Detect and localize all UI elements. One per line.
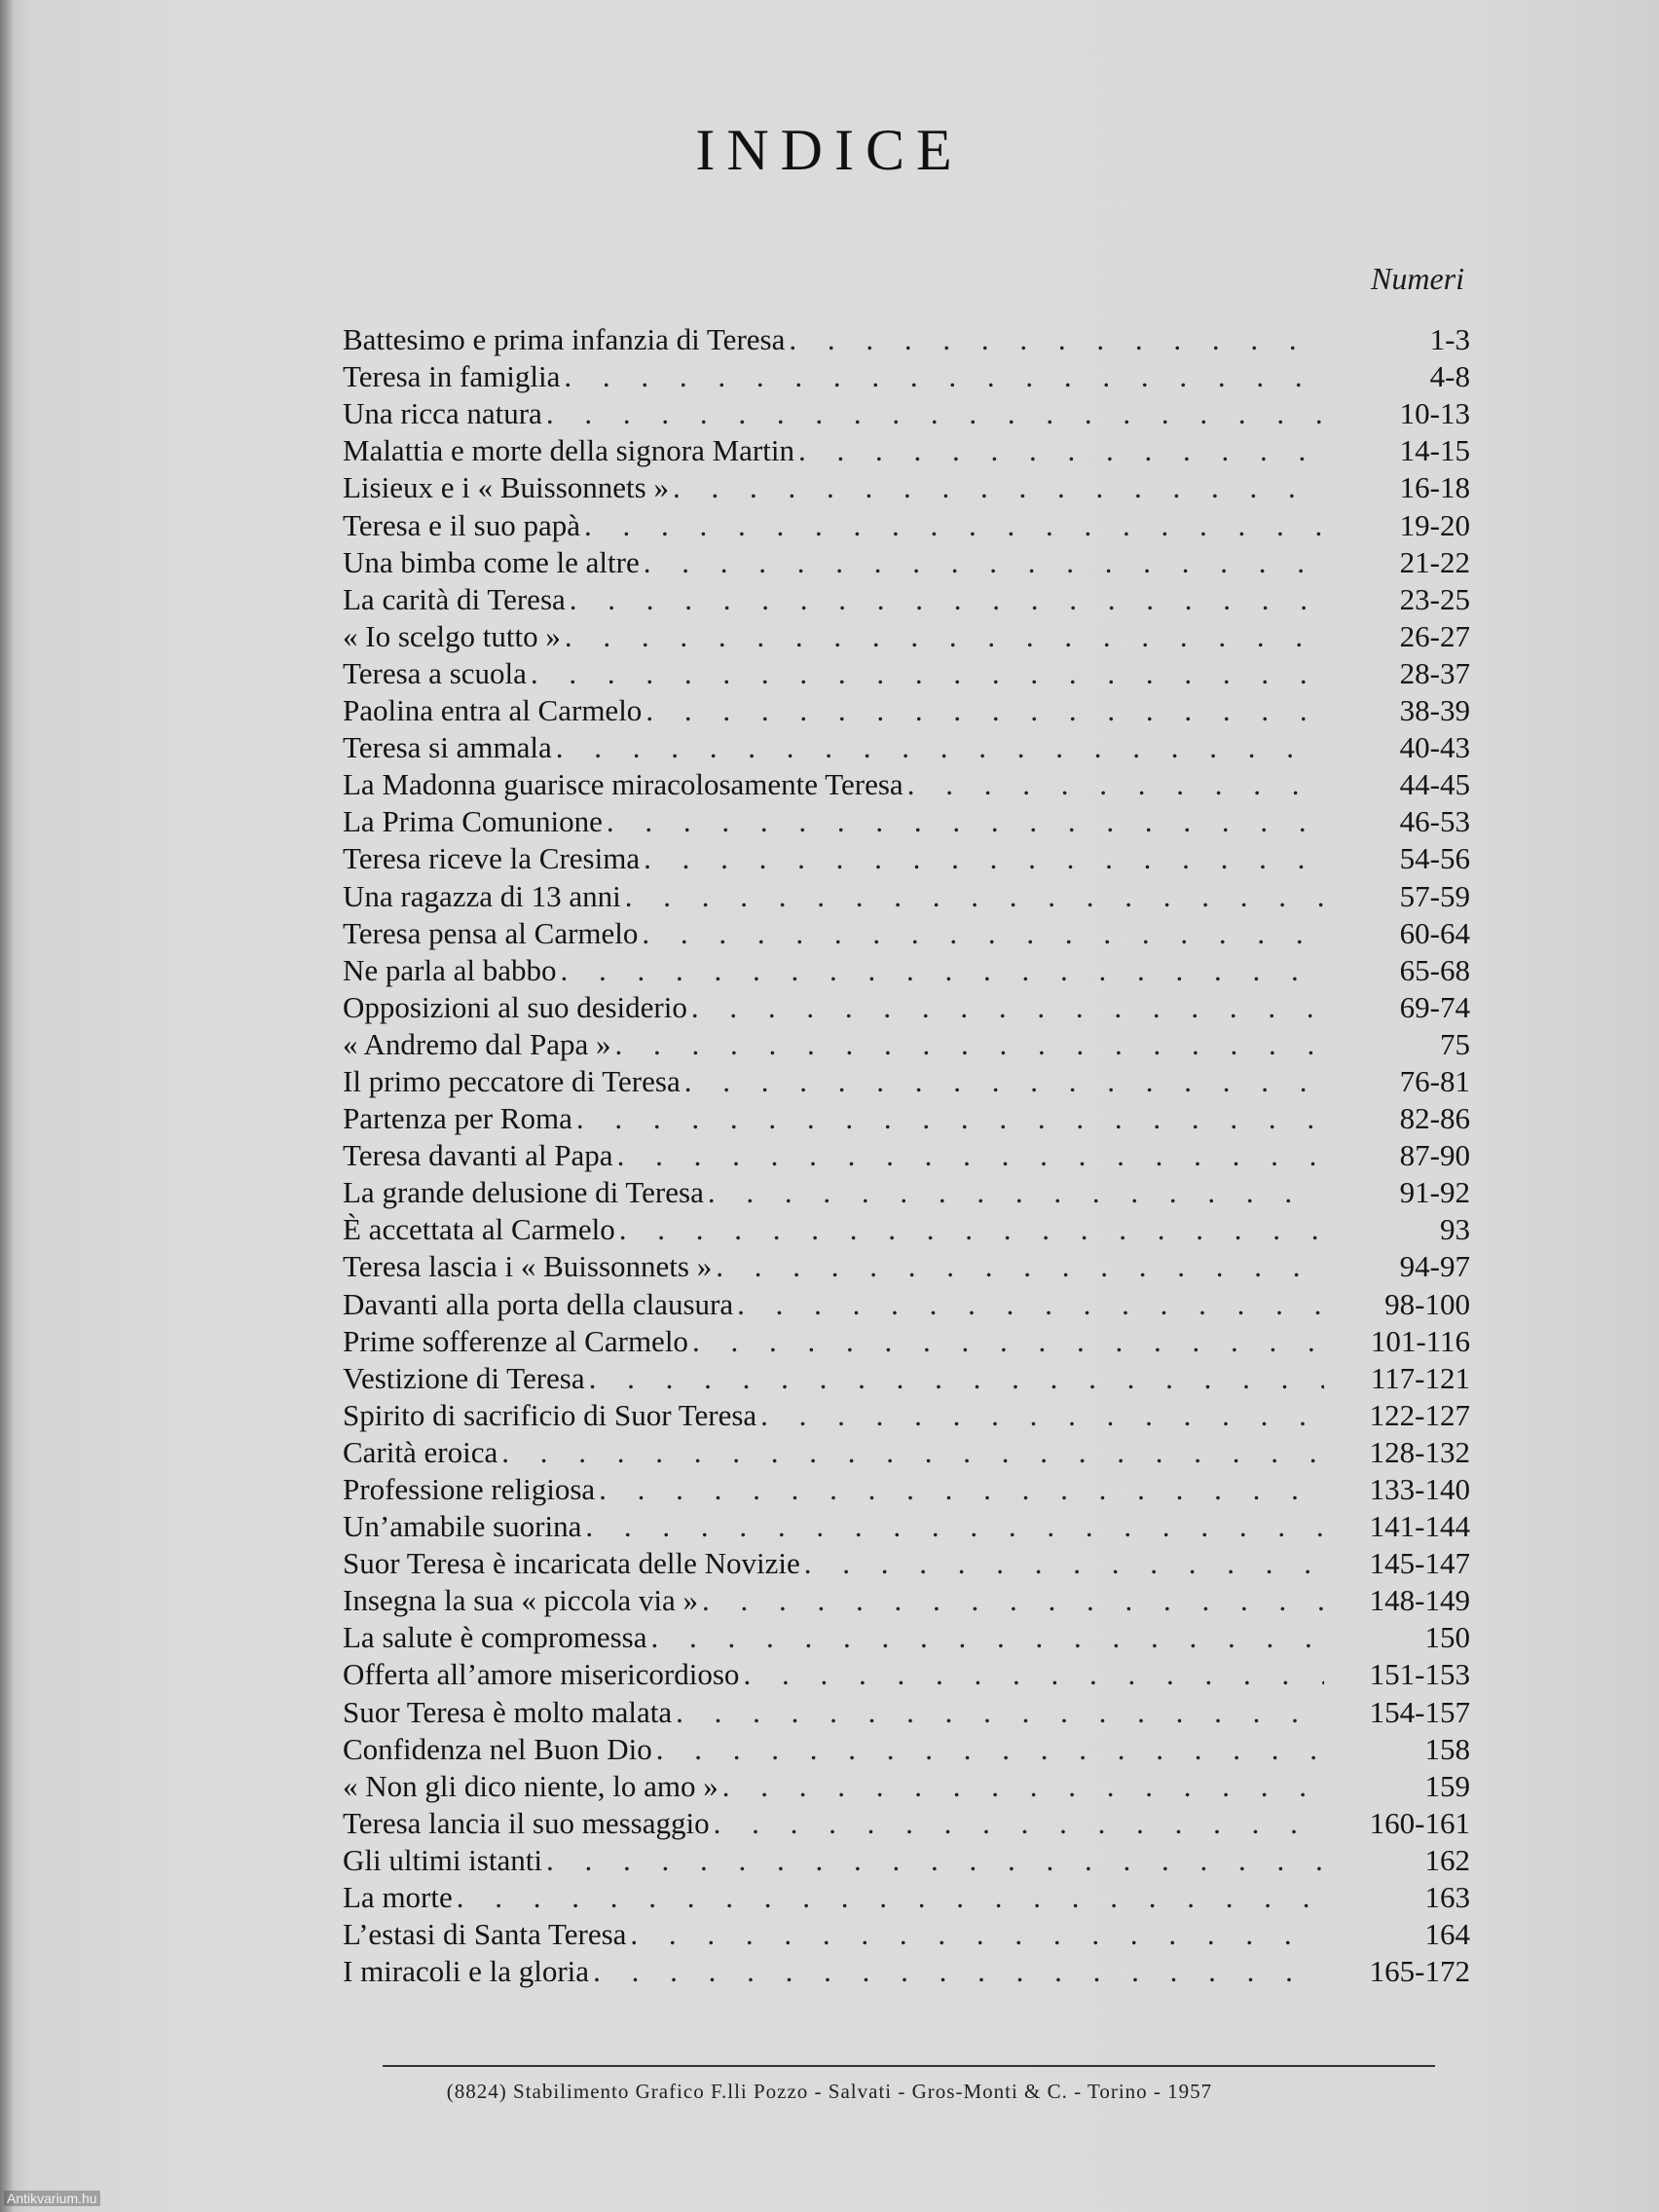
toc-entry-numbers: 44-45 [1399, 767, 1470, 802]
dot-leader [684, 1063, 1324, 1100]
toc-entry-title: Teresa in famiglia [343, 359, 561, 394]
dot-leader [708, 1174, 1324, 1211]
toc-entry-title: Una ragazza di 13 anni [343, 878, 621, 913]
dot-leader [642, 915, 1324, 952]
toc-entry-numbers: 23-25 [1399, 581, 1470, 616]
toc-entry [343, 506, 1470, 543]
dot-leader [585, 1508, 1324, 1545]
toc-entry-title: Battesimo e prima infanzia di Teresa [343, 322, 786, 357]
toc-entry-title: Teresa pensa al Carmelo [343, 915, 639, 950]
toc-entry-numbers: 151-153 [1369, 1657, 1470, 1692]
toc-entry-title: Vestizione di Teresa [343, 1360, 585, 1395]
toc-entry-numbers: 40-43 [1399, 730, 1470, 765]
dot-leader [644, 840, 1324, 877]
toc-entry-title: « Non gli dico niente, lo amo » [343, 1768, 719, 1803]
toc-entry-numbers: 165-172 [1369, 1954, 1470, 1989]
toc-entry-numbers: 4-8 [1429, 359, 1470, 394]
table-of-contents [343, 321, 1470, 1990]
dot-leader [650, 1619, 1324, 1656]
page-title: INDICE [695, 118, 964, 182]
toc-entry-title: È accettata al Carmelo [343, 1212, 615, 1247]
toc-entry-numbers: 38-39 [1399, 693, 1470, 728]
toc-entry-title: Suor Teresa è incaricata delle Novizie [343, 1546, 800, 1581]
toc-entry-title: Teresa a scuola [343, 655, 527, 690]
toc-entry-title: Carità eroica [343, 1434, 498, 1469]
toc-entry [343, 1805, 1470, 1842]
toc-entry [343, 766, 1470, 803]
dot-leader [576, 1100, 1324, 1137]
toc-entry [343, 1026, 1470, 1063]
toc-entry-title: « Andremo dal Papa » [343, 1026, 611, 1061]
toc-entry [343, 1174, 1470, 1211]
toc-entry [343, 1248, 1470, 1285]
toc-entry [343, 1100, 1470, 1137]
toc-entry-numbers: 65-68 [1399, 952, 1470, 987]
toc-entry [343, 1545, 1470, 1582]
toc-entry-numbers: 26-27 [1399, 618, 1470, 653]
dot-leader [691, 989, 1324, 1026]
toc-entry-title: Teresa e il suo papà [343, 507, 581, 542]
dot-leader [737, 1286, 1324, 1323]
toc-entry-numbers: 75 [1440, 1026, 1470, 1061]
toc-entry-numbers: 148-149 [1369, 1583, 1470, 1618]
toc-entry [343, 840, 1470, 877]
dot-leader [722, 1768, 1324, 1805]
toc-entry-title: La carità di Teresa [343, 581, 566, 616]
toc-entry-numbers: 164 [1424, 1917, 1470, 1952]
toc-entry [343, 1953, 1470, 1990]
toc-entry-title: Una bimba come le altre [343, 544, 640, 579]
toc-entry-numbers: 163 [1424, 1880, 1470, 1915]
toc-entry [343, 1731, 1470, 1768]
dot-leader [907, 766, 1324, 803]
printer-imprint: (8824) Stabilimento Grafico F.lli Pozzo - Salvati - Gros-Monti & C. - Torino - 1957 [446, 2080, 1213, 2103]
toc-entry-numbers: 46-53 [1399, 804, 1470, 839]
dot-leader [716, 1248, 1324, 1285]
dot-leader [615, 1026, 1324, 1063]
toc-entry-numbers: 19-20 [1399, 507, 1470, 542]
toc-entry [343, 432, 1470, 469]
dot-leader [546, 395, 1324, 432]
toc-entry-numbers: 28-37 [1399, 655, 1470, 690]
dot-leader [743, 1656, 1324, 1693]
toc-entry-title: Spirito di sacrificio di Suor Teresa [343, 1397, 757, 1432]
toc-entry [343, 1508, 1470, 1545]
toc-entry-title: Suor Teresa è molto malata [343, 1694, 673, 1729]
toc-entry-title: Opposizioni al suo desiderio [343, 989, 687, 1024]
toc-entry-numbers: 60-64 [1399, 915, 1470, 950]
toc-entry [343, 915, 1470, 952]
toc-entry-numbers: 98-100 [1384, 1286, 1470, 1321]
toc-entry-title: Lisieux e i « Buissonnets » [343, 470, 669, 505]
dot-leader [560, 952, 1324, 989]
footer-rule [383, 2065, 1435, 2067]
toc-entry-numbers: 69-74 [1399, 989, 1470, 1024]
toc-entry [343, 581, 1470, 618]
toc-entry [343, 469, 1470, 506]
toc-entry-numbers: 117-121 [1370, 1360, 1470, 1395]
toc-entry [343, 1360, 1470, 1397]
toc-entry-numbers: 91-92 [1399, 1175, 1470, 1210]
dot-leader [676, 1694, 1324, 1731]
toc-entry-title: La Prima Comunione [343, 804, 603, 839]
toc-entry [343, 1397, 1470, 1434]
toc-entry-numbers: 76-81 [1399, 1063, 1470, 1098]
toc-entry-title: La salute è compromessa [343, 1620, 647, 1655]
dot-leader [556, 729, 1324, 766]
dot-leader [457, 1879, 1324, 1916]
dot-leader [501, 1434, 1324, 1471]
toc-entry-numbers: 54-56 [1399, 841, 1470, 876]
dot-leader [607, 803, 1324, 840]
toc-entry-numbers: 82-86 [1399, 1101, 1470, 1136]
toc-entry-title: Offerta all’amore misericordioso [343, 1657, 740, 1692]
toc-entry-title: Paolina entra al Carmelo [343, 693, 643, 728]
dot-leader [546, 1842, 1324, 1879]
toc-entry-numbers: 150 [1424, 1620, 1470, 1655]
toc-entry-title: La morte [343, 1880, 453, 1915]
dot-leader [565, 618, 1324, 655]
toc-entry [343, 358, 1470, 395]
toc-entry [343, 692, 1470, 729]
dot-leader [804, 1545, 1324, 1582]
toc-entry-title: Teresa lancia il suo messaggio [343, 1805, 710, 1840]
dot-leader [644, 544, 1324, 581]
toc-entry [343, 952, 1470, 989]
toc-entry-numbers: 133-140 [1369, 1472, 1470, 1506]
dot-leader [656, 1731, 1324, 1768]
toc-entry-title: La grande delusione di Teresa [343, 1175, 704, 1210]
toc-entry-numbers: 101-116 [1370, 1323, 1470, 1358]
toc-entry [343, 1582, 1470, 1619]
dot-leader [630, 1916, 1324, 1953]
toc-entry [343, 1323, 1470, 1360]
toc-entry-numbers: 128-132 [1369, 1434, 1470, 1469]
dot-leader [798, 432, 1324, 469]
toc-entry-title: Una ricca natura [343, 396, 542, 431]
dot-leader [619, 1211, 1324, 1248]
dot-leader [625, 878, 1324, 915]
dot-leader [531, 655, 1324, 692]
toc-entry-numbers: 145-147 [1369, 1546, 1470, 1581]
toc-entry-title: Prime sofferenze al Carmelo [343, 1323, 688, 1358]
toc-entry [343, 395, 1470, 432]
watermark: Antikvarium.hu [4, 2191, 100, 2206]
toc-entry-numbers: 87-90 [1399, 1138, 1470, 1173]
toc-entry-title: Teresa riceve la Cresima [343, 841, 641, 876]
toc-entry [343, 1471, 1470, 1508]
dot-leader [584, 507, 1324, 544]
dot-leader [617, 1137, 1324, 1174]
toc-entry-title: Davanti alla porta della clausura [343, 1286, 734, 1321]
toc-entry [343, 1211, 1470, 1248]
toc-entry-title: « Io scelgo tutto » [343, 618, 561, 653]
toc-entry-title: Malattia e morte della signora Martin [343, 433, 794, 468]
toc-entry [343, 655, 1470, 692]
toc-entry-numbers: 1-3 [1429, 322, 1470, 357]
toc-entry-title: Professione religiosa [343, 1472, 596, 1506]
toc-entry-numbers: 160-161 [1369, 1805, 1470, 1840]
toc-entry-title: Teresa lascia i « Buissonnets » [343, 1249, 713, 1284]
toc-entry [343, 1137, 1470, 1174]
dot-leader [714, 1805, 1324, 1842]
dot-leader [599, 1471, 1324, 1508]
toc-entry [343, 1768, 1470, 1805]
dot-leader [789, 321, 1324, 358]
toc-entry-title: Il primo peccatore di Teresa [343, 1063, 681, 1098]
numbers-column-header: Numeri [1371, 261, 1464, 296]
toc-entry-title: Insegna la sua « piccola via » [343, 1583, 698, 1618]
dot-leader [692, 1323, 1324, 1360]
toc-entry-numbers: 14-15 [1399, 433, 1470, 468]
toc-entry-numbers: 10-13 [1399, 396, 1470, 431]
toc-entry [343, 1619, 1470, 1656]
toc-entry-numbers: 57-59 [1399, 878, 1470, 913]
toc-entry-title: Teresa davanti al Papa [343, 1138, 613, 1173]
toc-entry [343, 1434, 1470, 1471]
toc-entry-title: Gli ultimi istanti [343, 1842, 542, 1877]
dot-leader [589, 1360, 1324, 1397]
dot-leader [564, 358, 1324, 395]
toc-entry [343, 729, 1470, 766]
toc-entry-numbers: 158 [1424, 1731, 1470, 1766]
toc-entry-numbers: 93 [1440, 1212, 1470, 1247]
toc-entry [343, 989, 1470, 1026]
toc-entry [343, 1063, 1470, 1100]
dot-leader [673, 469, 1324, 506]
toc-entry-title: Ne parla al babbo [343, 952, 557, 987]
toc-entry-title: La Madonna guarisce miracolosamente Teresa [343, 767, 903, 802]
dot-leader [760, 1397, 1324, 1434]
toc-entry-numbers: 21-22 [1399, 544, 1470, 579]
toc-entry-title: I miracoli e la gloria [343, 1954, 590, 1989]
toc-entry [343, 618, 1470, 655]
dot-leader [645, 692, 1324, 729]
toc-entry-numbers: 94-97 [1399, 1249, 1470, 1284]
dot-leader [593, 1953, 1324, 1990]
toc-entry-title: Un’amabile suorina [343, 1509, 582, 1544]
toc-entry [343, 321, 1470, 358]
toc-entry-numbers: 159 [1424, 1768, 1470, 1803]
toc-entry-numbers: 154-157 [1369, 1694, 1470, 1729]
toc-entry [343, 1916, 1470, 1953]
toc-entry [343, 877, 1470, 914]
toc-entry [343, 1842, 1470, 1879]
dot-leader [570, 581, 1324, 618]
toc-entry-title: Confidenza nel Buon Dio [343, 1731, 652, 1766]
toc-entry-numbers: 16-18 [1399, 470, 1470, 505]
toc-entry-numbers: 141-144 [1369, 1509, 1470, 1544]
toc-entry-title: Teresa si ammala [343, 730, 552, 765]
toc-entry [343, 803, 1470, 840]
toc-entry [343, 544, 1470, 581]
toc-entry [343, 1693, 1470, 1730]
spine-shadow [0, 0, 14, 2212]
toc-entry-title: Partenza per Roma [343, 1101, 572, 1136]
dot-leader [702, 1582, 1324, 1619]
toc-entry-numbers: 122-127 [1369, 1397, 1470, 1432]
toc-entry-title: L’estasi di Santa Teresa [343, 1917, 627, 1952]
toc-entry [343, 1285, 1470, 1322]
toc-entry [343, 1656, 1470, 1693]
toc-entry-numbers: 162 [1424, 1842, 1470, 1877]
toc-entry [343, 1879, 1470, 1916]
